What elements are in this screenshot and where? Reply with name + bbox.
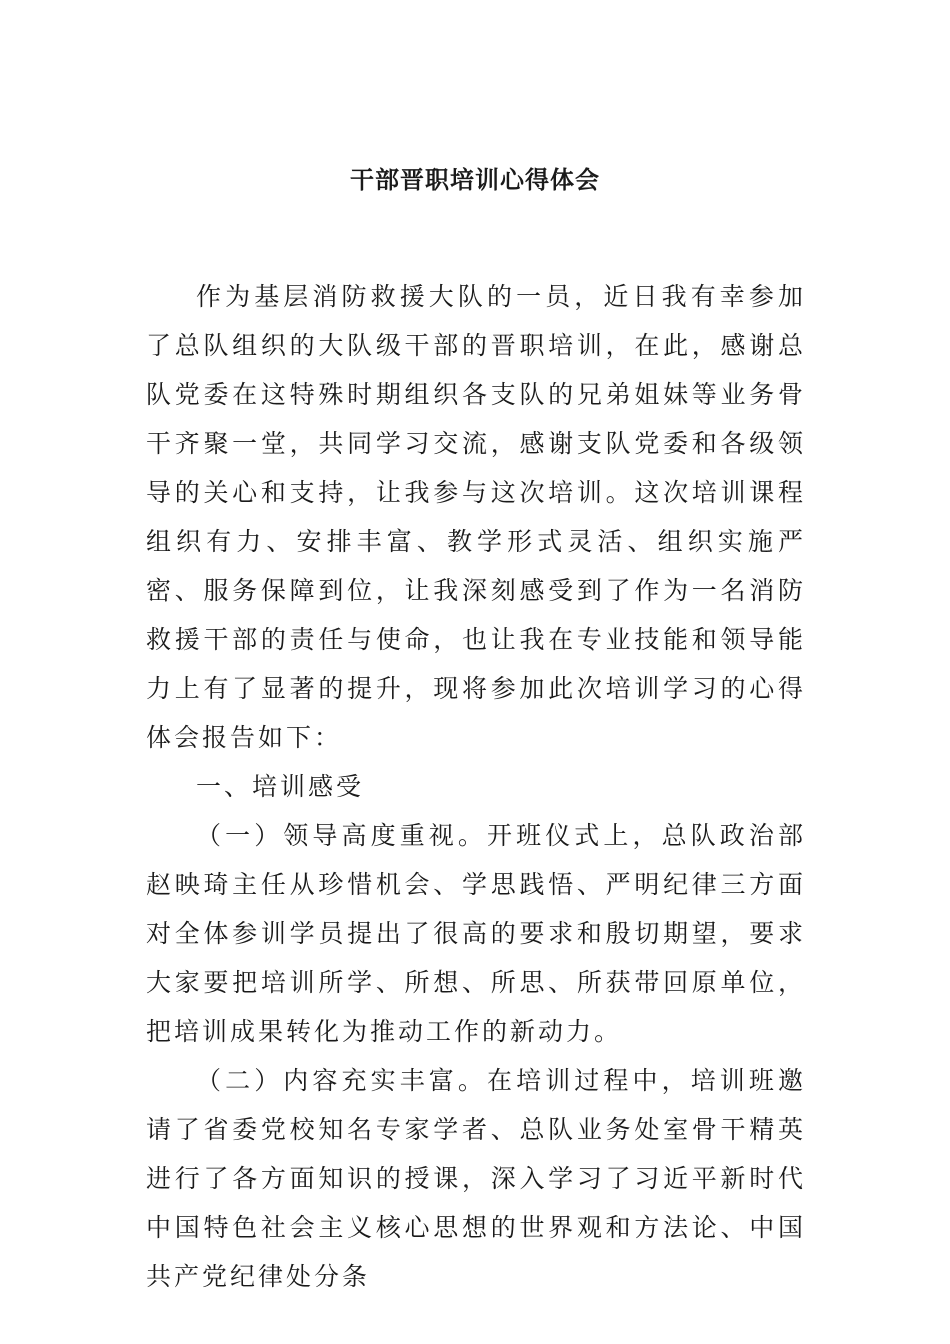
document-title: 干部晋职培训心得体会 <box>350 166 600 194</box>
document-body <box>146 272 806 1301</box>
section-heading-training-feelings: 一、培训感受 <box>196 772 365 801</box>
paragraph-intro: 作为基层消防救援大队的一员，近日我有幸参加了总队组织的大队级干部的晋职培训，在此，感谢总队党委在这特殊时期组织各支队的兄弟姐妹等业务骨干齐聚一堂，共同学习交流，感谢支队党委和各级领导的关心和支持，让我参与这次培训。这次培训课程组织有力、安排丰富、教学形式灵活、组织实施严密、服务保障到位，让我深刻感受到了作为一名消防救援干部的责任与使命，也让我在专业技能和领导能力上有了显著的提升，现将参加此次培训学习的心得体会报告如下： <box>146 282 806 752</box>
paragraph-leadership-attention: （一）领导高度重视。开班仪式上，总队政治部赵映琦主任从珍惜机会、学思践悟、严明纪律三方面对全体参训学员提出了很高的要求和殷切期望，要求大家要把培训所学、所想、所思、所获带回原单位，把培训成果转化为推动工作的新动力。 <box>146 821 806 1046</box>
paragraph-rich-content: （二）内容充实丰富。在培训过程中，培训班邀请了省委党校知名专家学者、总队业务处室骨干精英进行了各方面知识的授课，深入学习了习近平新时代中国特色社会主义核心思想的世界观和方法论、中国共产党纪律处分条 <box>146 1066 806 1291</box>
